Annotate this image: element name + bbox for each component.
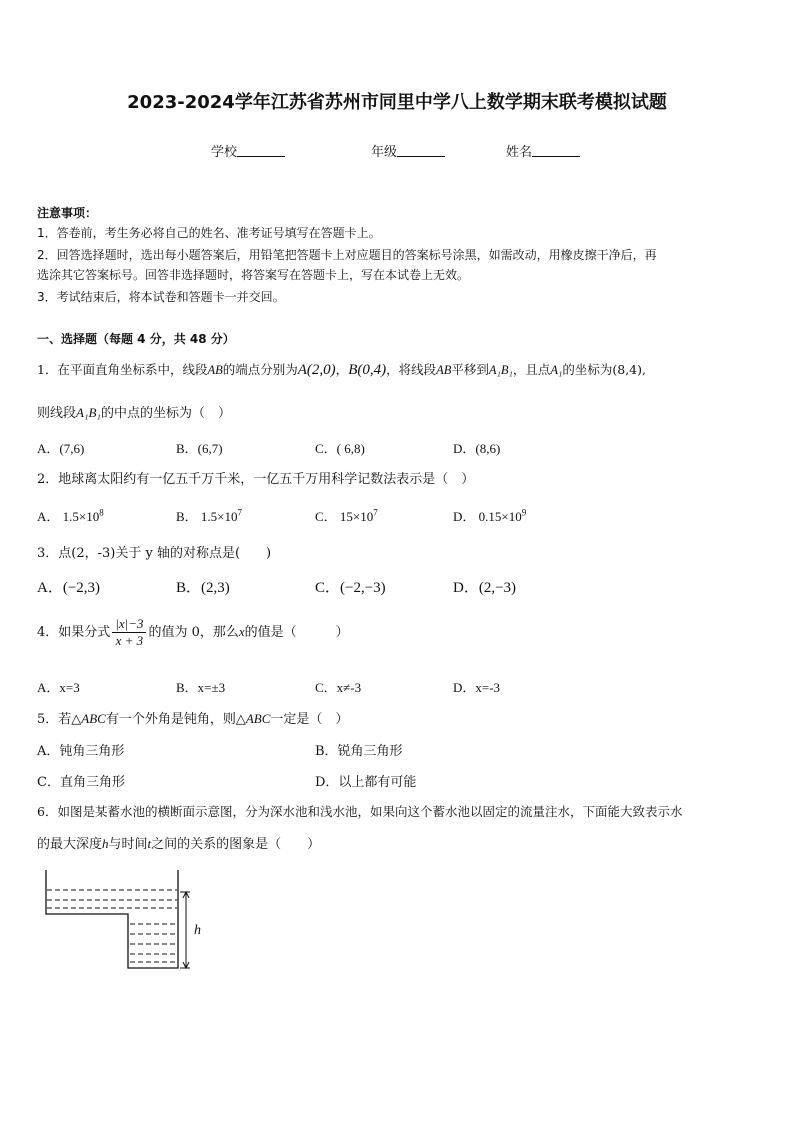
q6-text: 与时间 xyxy=(108,837,148,852)
section-heading: 一、选择题（每题 4 分，共 48 分） xyxy=(37,332,235,346)
q4-numerator: |x|−3 xyxy=(112,616,146,633)
question-3-stem: 3．点(2，-3)关于 y 轴的对称点是( ) xyxy=(37,546,272,561)
q2-option-base: 1.5×10 xyxy=(200,509,238,524)
q3-option-c[interactable]: C．(−2,−3) xyxy=(315,580,386,596)
q2-option-base: 15×10 xyxy=(339,509,374,524)
q1-sep: ， xyxy=(335,362,349,377)
q1-text: ，且点 xyxy=(512,362,551,377)
q6-t: t xyxy=(147,836,152,851)
notice-item: 2．回答选择题时，选出每小题答案后，用铅笔把答题卡上对应题目的答案标号涂黑，如需改动，用橡皮擦干净后，再 xyxy=(37,248,657,262)
depth-label: h xyxy=(194,923,201,938)
q2-option-exp: 7 xyxy=(237,507,243,518)
q1-a1b1: A₁B₁ xyxy=(488,363,513,377)
q4-variable: x xyxy=(238,624,245,639)
q2-option-b[interactable] xyxy=(176,506,242,525)
q2-option-exp: 7 xyxy=(373,507,378,518)
name-field xyxy=(506,141,580,160)
q5-text: 有一个外角是钝角，则 xyxy=(105,712,236,727)
reservoir-diagram xyxy=(40,862,215,974)
school-field xyxy=(211,141,285,160)
q1-text: 的端点分别为 xyxy=(222,362,298,377)
q1-text: 平移到 xyxy=(451,362,489,377)
name-blank xyxy=(532,144,580,157)
q2-option-base: 1.5×10 xyxy=(62,509,100,524)
q1-ab: AB xyxy=(207,363,223,377)
q4-denominator: x + 3 xyxy=(115,633,144,648)
q1-text: 则线段 xyxy=(37,406,77,421)
q1-option-a[interactable]: A．(7,6) xyxy=(37,441,85,456)
q5-text: 一定是（ ） xyxy=(270,712,349,727)
notice-item: 3．考试结束后，将本试卷和答题卡一并交回。 xyxy=(37,290,285,304)
q4-text: 的值是（ ） xyxy=(244,625,349,640)
q2-option-exp: 8 xyxy=(99,507,104,518)
q2-option-label: C． xyxy=(315,509,337,524)
q1-a1: A₁ xyxy=(550,363,563,377)
q2-option-d[interactable] xyxy=(453,506,526,525)
q3-option-d[interactable]: D．(2,−3) xyxy=(453,580,517,596)
q2-option-label: B． xyxy=(176,509,198,524)
question-4-stem xyxy=(37,616,349,649)
q5-triangle: △ABC xyxy=(71,711,106,726)
q4-option-b[interactable]: B．x=±3 xyxy=(176,680,226,695)
grade-label: 年级 xyxy=(371,145,398,160)
question-1-stem-cont xyxy=(37,402,231,421)
q2-option-label: D． xyxy=(453,509,476,524)
q4-text: 的值为 0，那么 xyxy=(148,625,239,640)
q6-text: 之间的关系的图象是（ ） xyxy=(151,837,321,852)
page-title: 2023-2024学年江苏省苏州市同里中学八上数学期末联考模拟试题 xyxy=(127,92,667,113)
question-5-stem xyxy=(37,708,348,727)
q1-ab: AB xyxy=(436,363,452,377)
q6-h: h xyxy=(102,836,109,851)
q5-triangle: △ABC xyxy=(235,711,271,726)
grade-blank xyxy=(397,144,445,157)
q1-point-b: B(0,4) xyxy=(348,362,387,378)
grade-field xyxy=(371,141,445,160)
q1-point-a: A(2,0) xyxy=(297,362,336,378)
q4-text: 4．如果分式 xyxy=(37,625,111,640)
q1-option-b[interactable]: B．(6,7) xyxy=(176,441,223,456)
q5-option-c[interactable]: C．直角三角形 xyxy=(37,775,125,790)
q2-option-label: A． xyxy=(37,509,60,524)
name-label: 姓名 xyxy=(506,145,533,160)
q2-option-c[interactable] xyxy=(315,506,378,525)
q4-fraction xyxy=(112,616,146,649)
q2-option-base: 0.15×10 xyxy=(478,509,522,524)
notice-item: 1．答卷前，考生务必将自己的姓名、准考证号填写在答题卡上。 xyxy=(37,226,381,240)
q1-option-c[interactable]: C．( 6,8) xyxy=(315,441,365,456)
q2-option-a[interactable] xyxy=(37,506,104,525)
q5-option-b[interactable]: B．锐角三角形 xyxy=(315,744,403,759)
question-6-stem-cont xyxy=(37,833,320,852)
notice-item: 选涂其它答案标号。回答非选择题时，将答案写在答题卡上，写在本试卷上无效。 xyxy=(37,268,470,282)
q1-text: ，将线段 xyxy=(386,362,437,377)
school-blank xyxy=(237,144,285,157)
q1-option-d[interactable]: D．(8,6) xyxy=(453,441,501,456)
q3-option-b[interactable]: B．(2,3) xyxy=(176,580,230,596)
question-6-stem: 6．如图是某蓄水池的横断面示意图，分为深水池和浅水池，如果向这个蓄水池以固定的流量注水，下面能大致表示水 xyxy=(37,804,683,819)
q4-option-c[interactable]: C．x≠-3 xyxy=(315,680,362,695)
q4-option-d[interactable]: D．x=-3 xyxy=(453,680,501,695)
q2-option-exp: 9 xyxy=(521,507,527,518)
q1-a1b1: A₁B₁ xyxy=(76,405,101,420)
q1-text: 1．在平面直角坐标系中，线段 xyxy=(37,362,208,377)
q1-text: 的中点的坐标为（ ） xyxy=(100,406,231,421)
q3-option-a[interactable]: A．(−2,3) xyxy=(37,580,101,596)
q1-text: 的坐标为(8,4), xyxy=(562,362,646,377)
q5-option-a[interactable]: A．钝角三角形 xyxy=(37,744,125,759)
notice-heading: 注意事项： xyxy=(37,206,98,220)
q5-text: 5．若 xyxy=(37,712,72,727)
q4-option-a[interactable]: A．x=3 xyxy=(37,680,80,695)
q5-option-d[interactable]: D．以上都有可能 xyxy=(315,775,417,790)
question-1-stem xyxy=(37,360,646,379)
question-2-stem: 2．地球离太阳约有一亿五千万千米，一亿五千万用科学记数法表示是（ ） xyxy=(37,472,475,487)
q6-text: 的最大深度 xyxy=(37,837,103,852)
school-label: 学校 xyxy=(211,145,238,160)
